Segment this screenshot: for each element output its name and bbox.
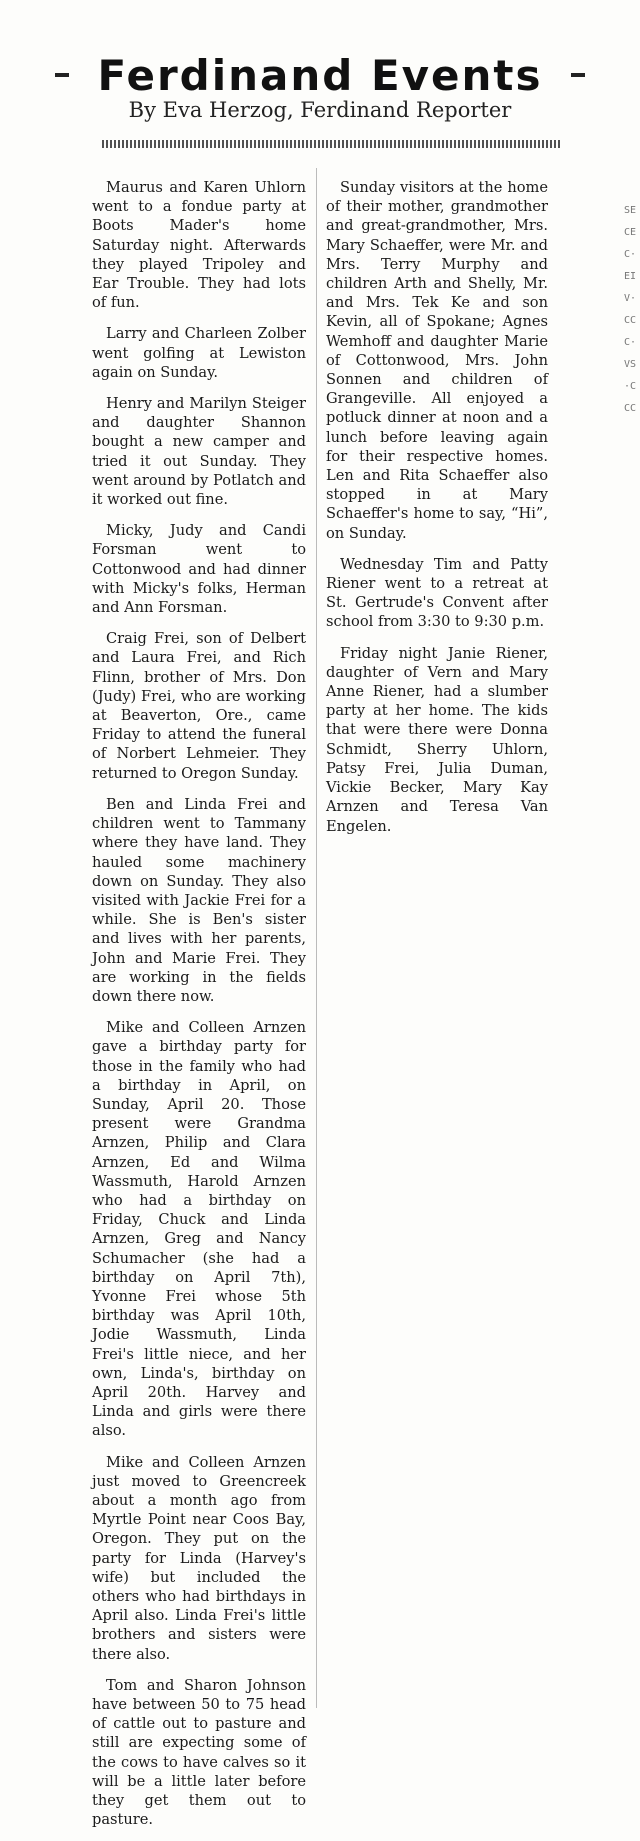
article-paragraph: Tom and Sharon Johnson have between 50 to 75 head of cattle out to pasture and still are expecting some of the cows to have calves so it will be a little later before they get them out to pasture. xyxy=(92,1676,306,1829)
right-column xyxy=(326,178,548,848)
left-column xyxy=(92,178,306,1841)
article-paragraph: Mike and Colleen Arnzen just moved to Greencreek about a month ago from Myrtle Point near Coos Bay, Oregon. They put on the party for Linda (Harvey's wife) but included the others who had birthdays in April also. Linda Frei's little brothers and sisters were there also. xyxy=(92,1453,306,1663)
adjacent-column-edge: SECEC·EIV·CCC·VS·CCC xyxy=(624,205,637,414)
article-paragraph: Sunday visitors at the home of their mother, grandmother and great-grandmother, Mrs. Mary Schaeffer, were Mr. and Mrs. Terry Murphy and children Arth and Shelly, Mr. and Mrs. Tek Ke and son Kevin, all of Spokane; Agnes Wemhoff and daughter Marie of Cottonwood, Mrs. John Sonnen and children of Grangeville. All enjoyed a potluck dinner at noon and a lunch before leaving again for their respective homes. Len and Rita Schaeffer also stopped in at Mary Schaeffer's home to say, “Hi”, on Sunday. xyxy=(326,179,548,542)
article-paragraph: Wednesday Tim and Patty Riener went to a retreat at St. Gertrude's Convent after school from 3:30 to 9:30 p.m. xyxy=(326,555,548,631)
article-paragraph: Larry and Charleen Zolber went golfing at Lewiston again on Sunday. xyxy=(92,325,306,381)
article-paragraph: Henry and Marilyn Steiger and daughter Shannon bought a new camper and tried it out Sunday. They went around by Potlatch and it worked out fine. xyxy=(92,395,306,509)
column-divider xyxy=(316,168,317,1708)
masthead xyxy=(0,0,640,160)
article-paragraph: Ben and Linda Frei and children went to Tammany where they have land. They hauled some machinery down on Sunday. They also visited with Jackie Frei for a while. She is Ben's sister and lives with her parents, John and Marie Frei. They are working in the fields down there now. xyxy=(92,795,306,1005)
page-title: Ferdinand Events xyxy=(97,50,543,100)
left-dash xyxy=(55,73,69,77)
right-dash xyxy=(571,73,585,77)
article-paragraph: Micky, Judy and Candi Forsman went to Cottonwood and had dinner with Micky's folks, Herman and Ann Forsman. xyxy=(92,522,306,617)
header-rule xyxy=(102,140,562,148)
article-paragraph: Craig Frei, son of Delbert and Laura Frei, and Rich Flinn, brother of Mrs. Don (Judy) Frei, who are working at Beaverton, Ore., came Friday to attend the funeral of Norbert Lehmeier. They returned to Oregon Sunday. xyxy=(92,630,306,782)
byline: By Eva Herzog, Ferdinand Reporter xyxy=(128,98,512,122)
article-paragraph: Maurus and Karen Uhlorn went to a fondue party at Boots Mader's home Saturday night. Afterwards they played Tripoley and Ear Trouble. They had lots of fun. xyxy=(92,179,306,312)
article-paragraph: Friday night Janie Riener, daughter of Vern and Mary Anne Riener, had a slumber party at her home. The kids that were there were Donna Schmidt, Sherry Uhlorn, Patsy Frei, Julia Duman, Vickie Becker, Mary Kay Arnzen and Teresa Van Engelen. xyxy=(326,644,548,835)
article-paragraph: Mike and Colleen Arnzen gave a birthday party for those in the family who had a birthday in April, on Sunday, April 20. Those present were Grandma Arnzen, Philip and Clara Arnzen, Ed and Wilma Wassmuth, Harold Arnzen who had a birthday on Friday, Chuck and Linda Arnzen, Greg and Nancy Schumacher (she had a birthday on April 7th), Yvonne Frei whose 5th birthday was April 10th, Jodie Wassmuth, Linda Frei's little niece, and her own, Linda's, birthday on April 20th. Harvey and Linda and girls were there also. xyxy=(92,1019,306,1440)
